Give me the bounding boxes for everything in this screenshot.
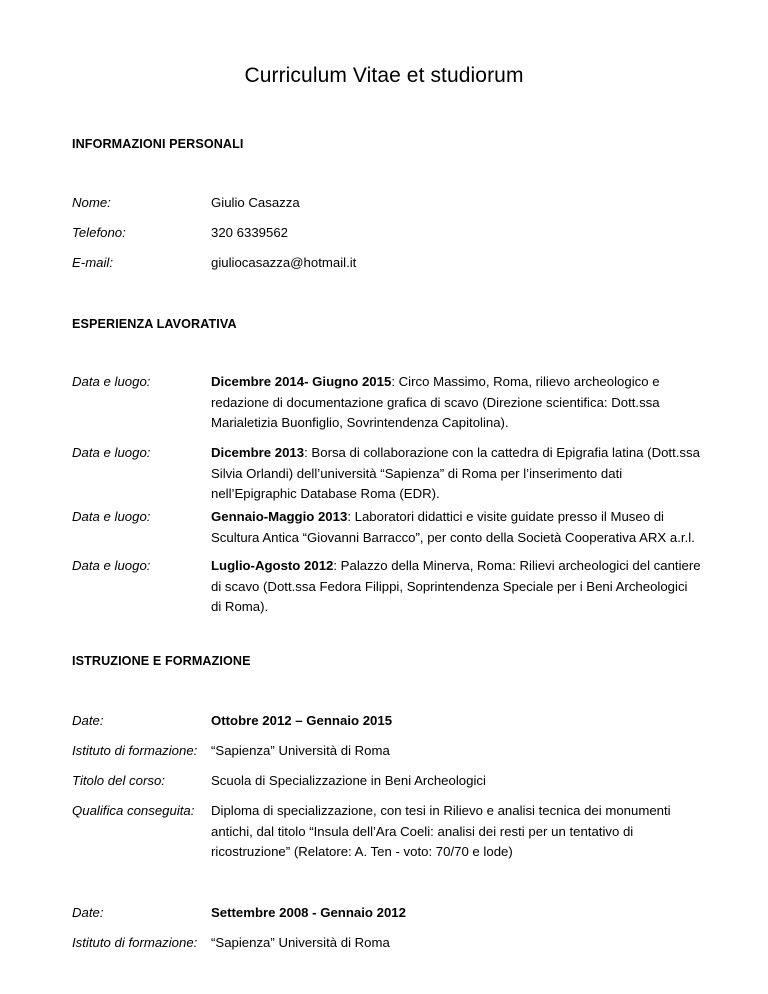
experience-period: Gennaio-Maggio 2013	[211, 509, 348, 524]
education-institute-label: Istituto di formazione:	[72, 743, 198, 758]
experience-text: : Palazzo della Minerva, Roma: Rilievi archeologici del cantiere di scavo (Dott.ssa Fedora Filippi, Soprintendenza Speciale per i Beni Archeologici di Roma).	[211, 558, 701, 614]
education-date-label: Date:	[72, 905, 104, 920]
education-course-label: Titolo del corso:	[72, 773, 165, 788]
section-heading-personal: INFORMAZIONI PERSONALI	[72, 137, 244, 151]
education-qualification-value: Diploma di specializzazione, con tesi in Rilievo e analisi tecnica dei monumenti antichi, dal titolo “Insula dell’Ara Coeli: analisi dei resti per un tentativo di ricostruzione” (Relatore: A. Ten - voto: 70/70 e lode)	[211, 803, 671, 859]
experience-period: Dicembre 2013	[211, 445, 305, 460]
education-institute-label: Istituto di formazione:	[72, 935, 198, 950]
email-value: giuliocasazza@hotmail.it	[211, 255, 357, 270]
education-date-label: Date:	[72, 713, 104, 728]
experience-label: Data e luogo:	[72, 558, 151, 573]
name-value: Giulio Casazza	[211, 195, 300, 210]
experience-text: : Circo Massimo, Roma, rilievo archeologico e redazione di documentazione grafica di scavo (Direzione scientifica: Dott.ssa Marialetizia Buonfiglio, Sovrintendenza Capitolina).	[211, 374, 660, 430]
experience-label: Data e luogo:	[72, 445, 151, 460]
education-date-text: Ottobre 2012 – Gennaio 2015	[211, 713, 393, 728]
education-institute-value: “Sapienza” Università di Roma	[211, 743, 390, 758]
experience-period: Luglio-Agosto 2012	[211, 558, 334, 573]
experience-description	[211, 443, 701, 505]
email-label: E-mail:	[72, 255, 114, 270]
experience-period: Dicembre 2014- Giugno 2015	[211, 374, 392, 389]
education-date-value	[211, 903, 701, 924]
experience-label: Data e luogo:	[72, 509, 151, 524]
experience-text: : Borsa di collaborazione con la cattedra di Epigrafia latina (Dott.ssa Silvia Orlandi) dell’università “Sapienza” di Roma per l’inserimento dati nell’Epigraphic Database Roma (EDR).	[211, 445, 700, 501]
education-date-value	[211, 711, 701, 732]
name-label: Nome:	[72, 195, 111, 210]
education-course-value: Scuola di Specializzazione in Beni Archeologici	[211, 773, 486, 788]
section-heading-experience: ESPERIENZA LAVORATIVA	[72, 317, 237, 331]
document-title: Curriculum Vitae et studiorum	[244, 64, 524, 87]
phone-label: Telefono:	[72, 225, 126, 240]
education-date-text: Settembre 2008 - Gennaio 2012	[211, 905, 406, 920]
phone-value: 320 6339562	[211, 225, 289, 240]
experience-text: : Laboratori didattici e visite guidate presso il Museo di Scultura Antica “Giovanni Barracco”, per conto della Società Cooperativa ARX a.r.l.	[211, 509, 695, 545]
experience-description	[211, 556, 701, 618]
education-qualification-label: Qualifica conseguita:	[72, 803, 195, 818]
experience-description	[211, 372, 701, 434]
education-institute-value: “Sapienza” Università di Roma	[211, 935, 390, 950]
experience-description	[211, 507, 701, 548]
section-heading-education: ISTRUZIONE E FORMAZIONE	[72, 654, 251, 668]
experience-label: Data e luogo:	[72, 374, 151, 389]
